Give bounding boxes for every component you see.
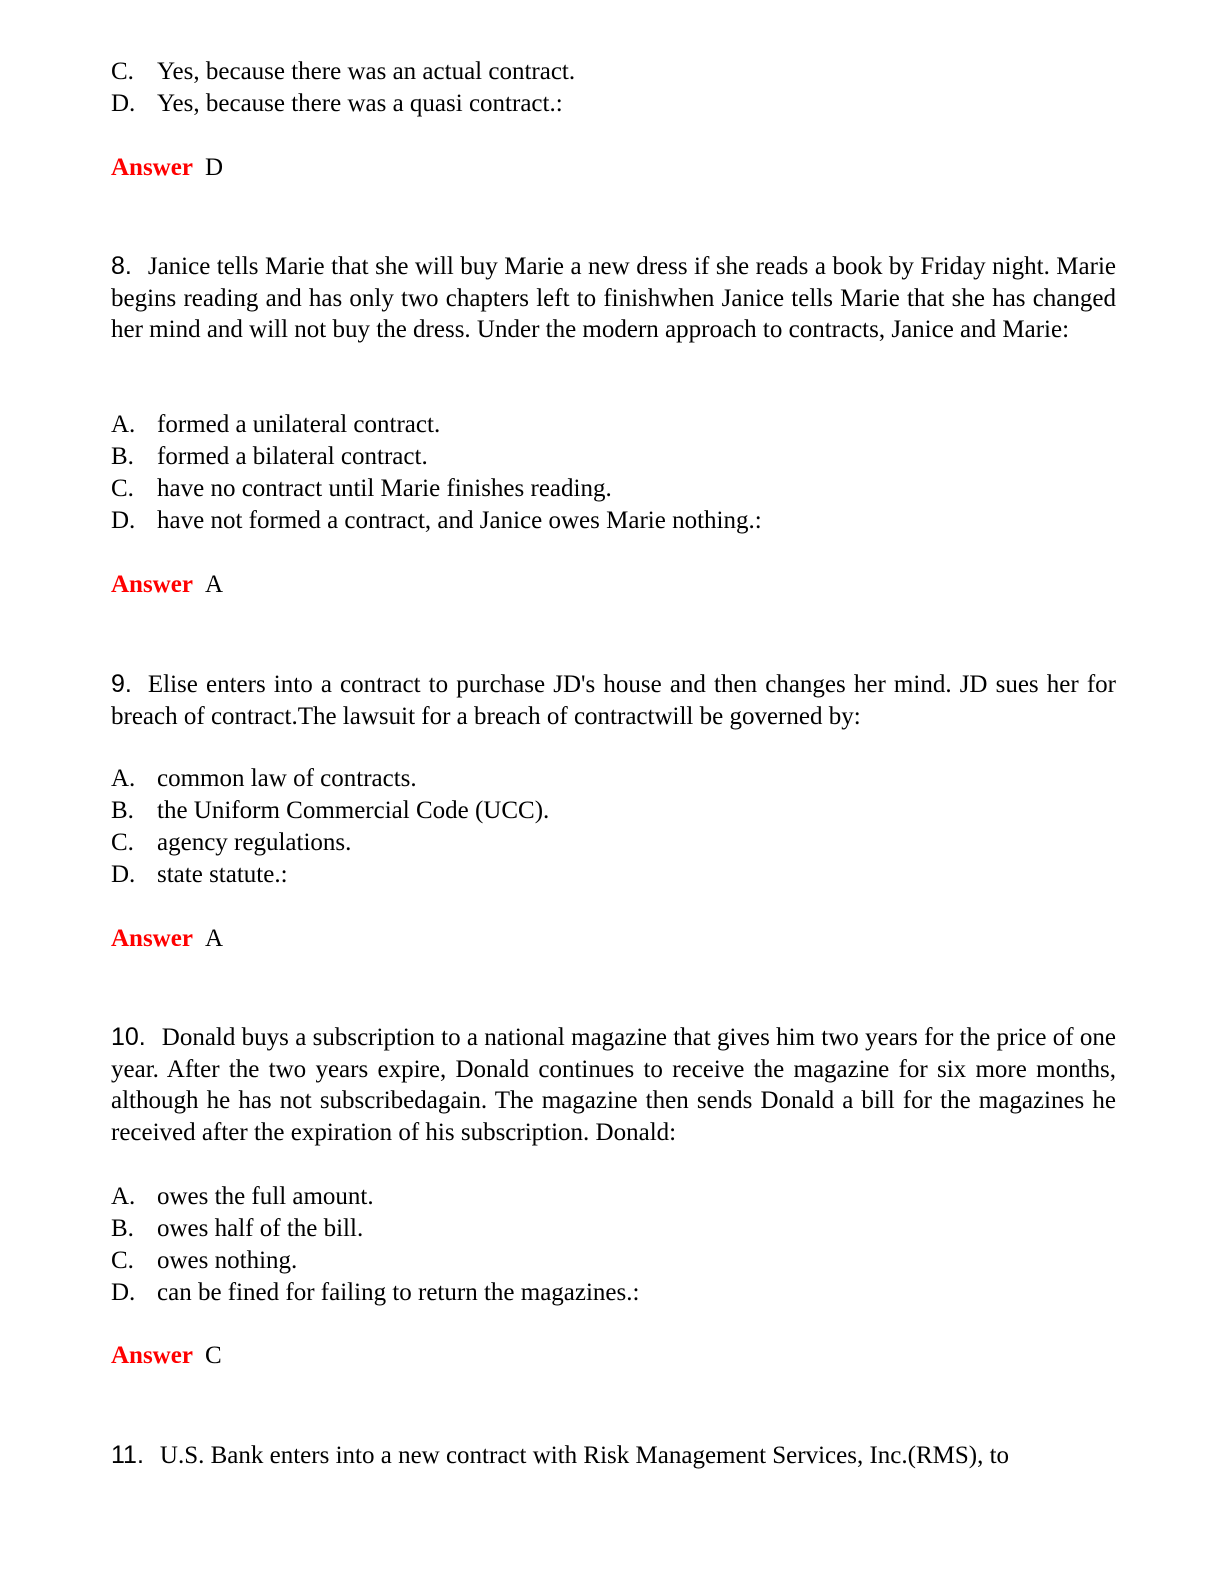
- option-letter: A.: [111, 765, 136, 792]
- option-letter: A.: [111, 411, 136, 438]
- option-c: [111, 473, 612, 505]
- option-text: Yes, because there was a quasi contract.:: [157, 90, 563, 117]
- option-letter: C.: [111, 1247, 134, 1274]
- answer-value: A: [204, 925, 223, 952]
- option-text: can be fined for failing to return the magazines.:: [157, 1279, 640, 1306]
- option-letter: B.: [111, 443, 134, 470]
- option-text: owes half of the bill.: [157, 1215, 364, 1242]
- option-text: have no contract until Marie finishes reading.: [157, 475, 612, 502]
- option-letter: C.: [111, 829, 134, 856]
- option-c: [111, 1245, 297, 1277]
- answer-value: A: [204, 571, 223, 598]
- question-text: Elise enters into a contract to purchase JD's house and then changes her mind. JD sues her for breach of contract.The lawsuit for a breach of contractwill be governed by:: [111, 671, 1116, 730]
- question-number: 8.: [111, 252, 132, 280]
- option-text: the Uniform Commercial Code (UCC).: [157, 797, 550, 824]
- option-text: formed a unilateral contract.: [157, 411, 441, 438]
- option-text: state statute.:: [157, 861, 288, 888]
- question-8-stem: [111, 251, 1116, 346]
- question-9-stem: [111, 669, 1116, 732]
- option-text: Yes, because there was an actual contract.: [157, 58, 576, 85]
- option-letter: A.: [111, 1183, 136, 1210]
- answer-label: Answer: [111, 925, 193, 952]
- option-letter: B.: [111, 797, 134, 824]
- answer-line: [111, 923, 223, 955]
- option-letter: C.: [111, 58, 134, 85]
- answer-line: [111, 1340, 222, 1372]
- option-text: common law of contracts.: [157, 765, 417, 792]
- option-d: [111, 1277, 639, 1309]
- option-a: [111, 409, 440, 441]
- question-number: 9.: [111, 670, 132, 698]
- option-c: [111, 56, 575, 88]
- option-b: [111, 795, 549, 827]
- answer-label: Answer: [111, 1342, 193, 1369]
- option-d: [111, 505, 762, 537]
- option-letter: D.: [111, 90, 136, 117]
- option-text: formed a bilateral contract.: [157, 443, 428, 470]
- option-d: [111, 859, 288, 891]
- question-number: 10.: [111, 1023, 146, 1051]
- option-letter: D.: [111, 1279, 136, 1306]
- option-d: [111, 88, 563, 120]
- option-letter: B.: [111, 1215, 134, 1242]
- answer-line: [111, 569, 223, 601]
- option-text: agency regulations.: [157, 829, 352, 856]
- question-text: Donald buys a subscription to a national magazine that gives him two years for the price of one year. After the two years expire, Donald continues to receive the magazine for six more months, although he has not subscribedagain. The magazine then sends Donald a bill for the magazines he received after the expiration of his subscription. Donald:: [111, 1024, 1116, 1146]
- answer-value: D: [204, 154, 223, 181]
- option-text: owes nothing.: [157, 1247, 298, 1274]
- option-letter: D.: [111, 861, 136, 888]
- option-letter: C.: [111, 475, 134, 502]
- answer-value: C: [204, 1342, 222, 1369]
- question-number: 11.: [111, 1441, 144, 1469]
- question-text: Janice tells Marie that she will buy Marie a new dress if she reads a book by Friday night. Marie begins reading and has only two chapters left to finishwhen Janice tells Marie that she has changed her mind and will not buy the dress. Under the modern approach to contracts, Janice and Marie:: [111, 253, 1116, 343]
- option-text: have not formed a contract, and Janice owes Marie nothing.:: [157, 507, 762, 534]
- question-10-stem: [111, 1022, 1116, 1148]
- option-c: [111, 827, 351, 859]
- option-a: [111, 763, 417, 795]
- answer-label: Answer: [111, 154, 193, 181]
- answer-label: Answer: [111, 571, 193, 598]
- option-letter: D.: [111, 507, 136, 534]
- option-b: [111, 441, 428, 473]
- option-b: [111, 1213, 363, 1245]
- question-11-stem: [111, 1440, 1116, 1472]
- option-text: owes the full amount.: [157, 1183, 374, 1210]
- question-text: U.S. Bank enters into a new contract with Risk Management Services, Inc.(RMS), to: [159, 1442, 1010, 1469]
- answer-line: [111, 152, 223, 184]
- option-a: [111, 1181, 374, 1213]
